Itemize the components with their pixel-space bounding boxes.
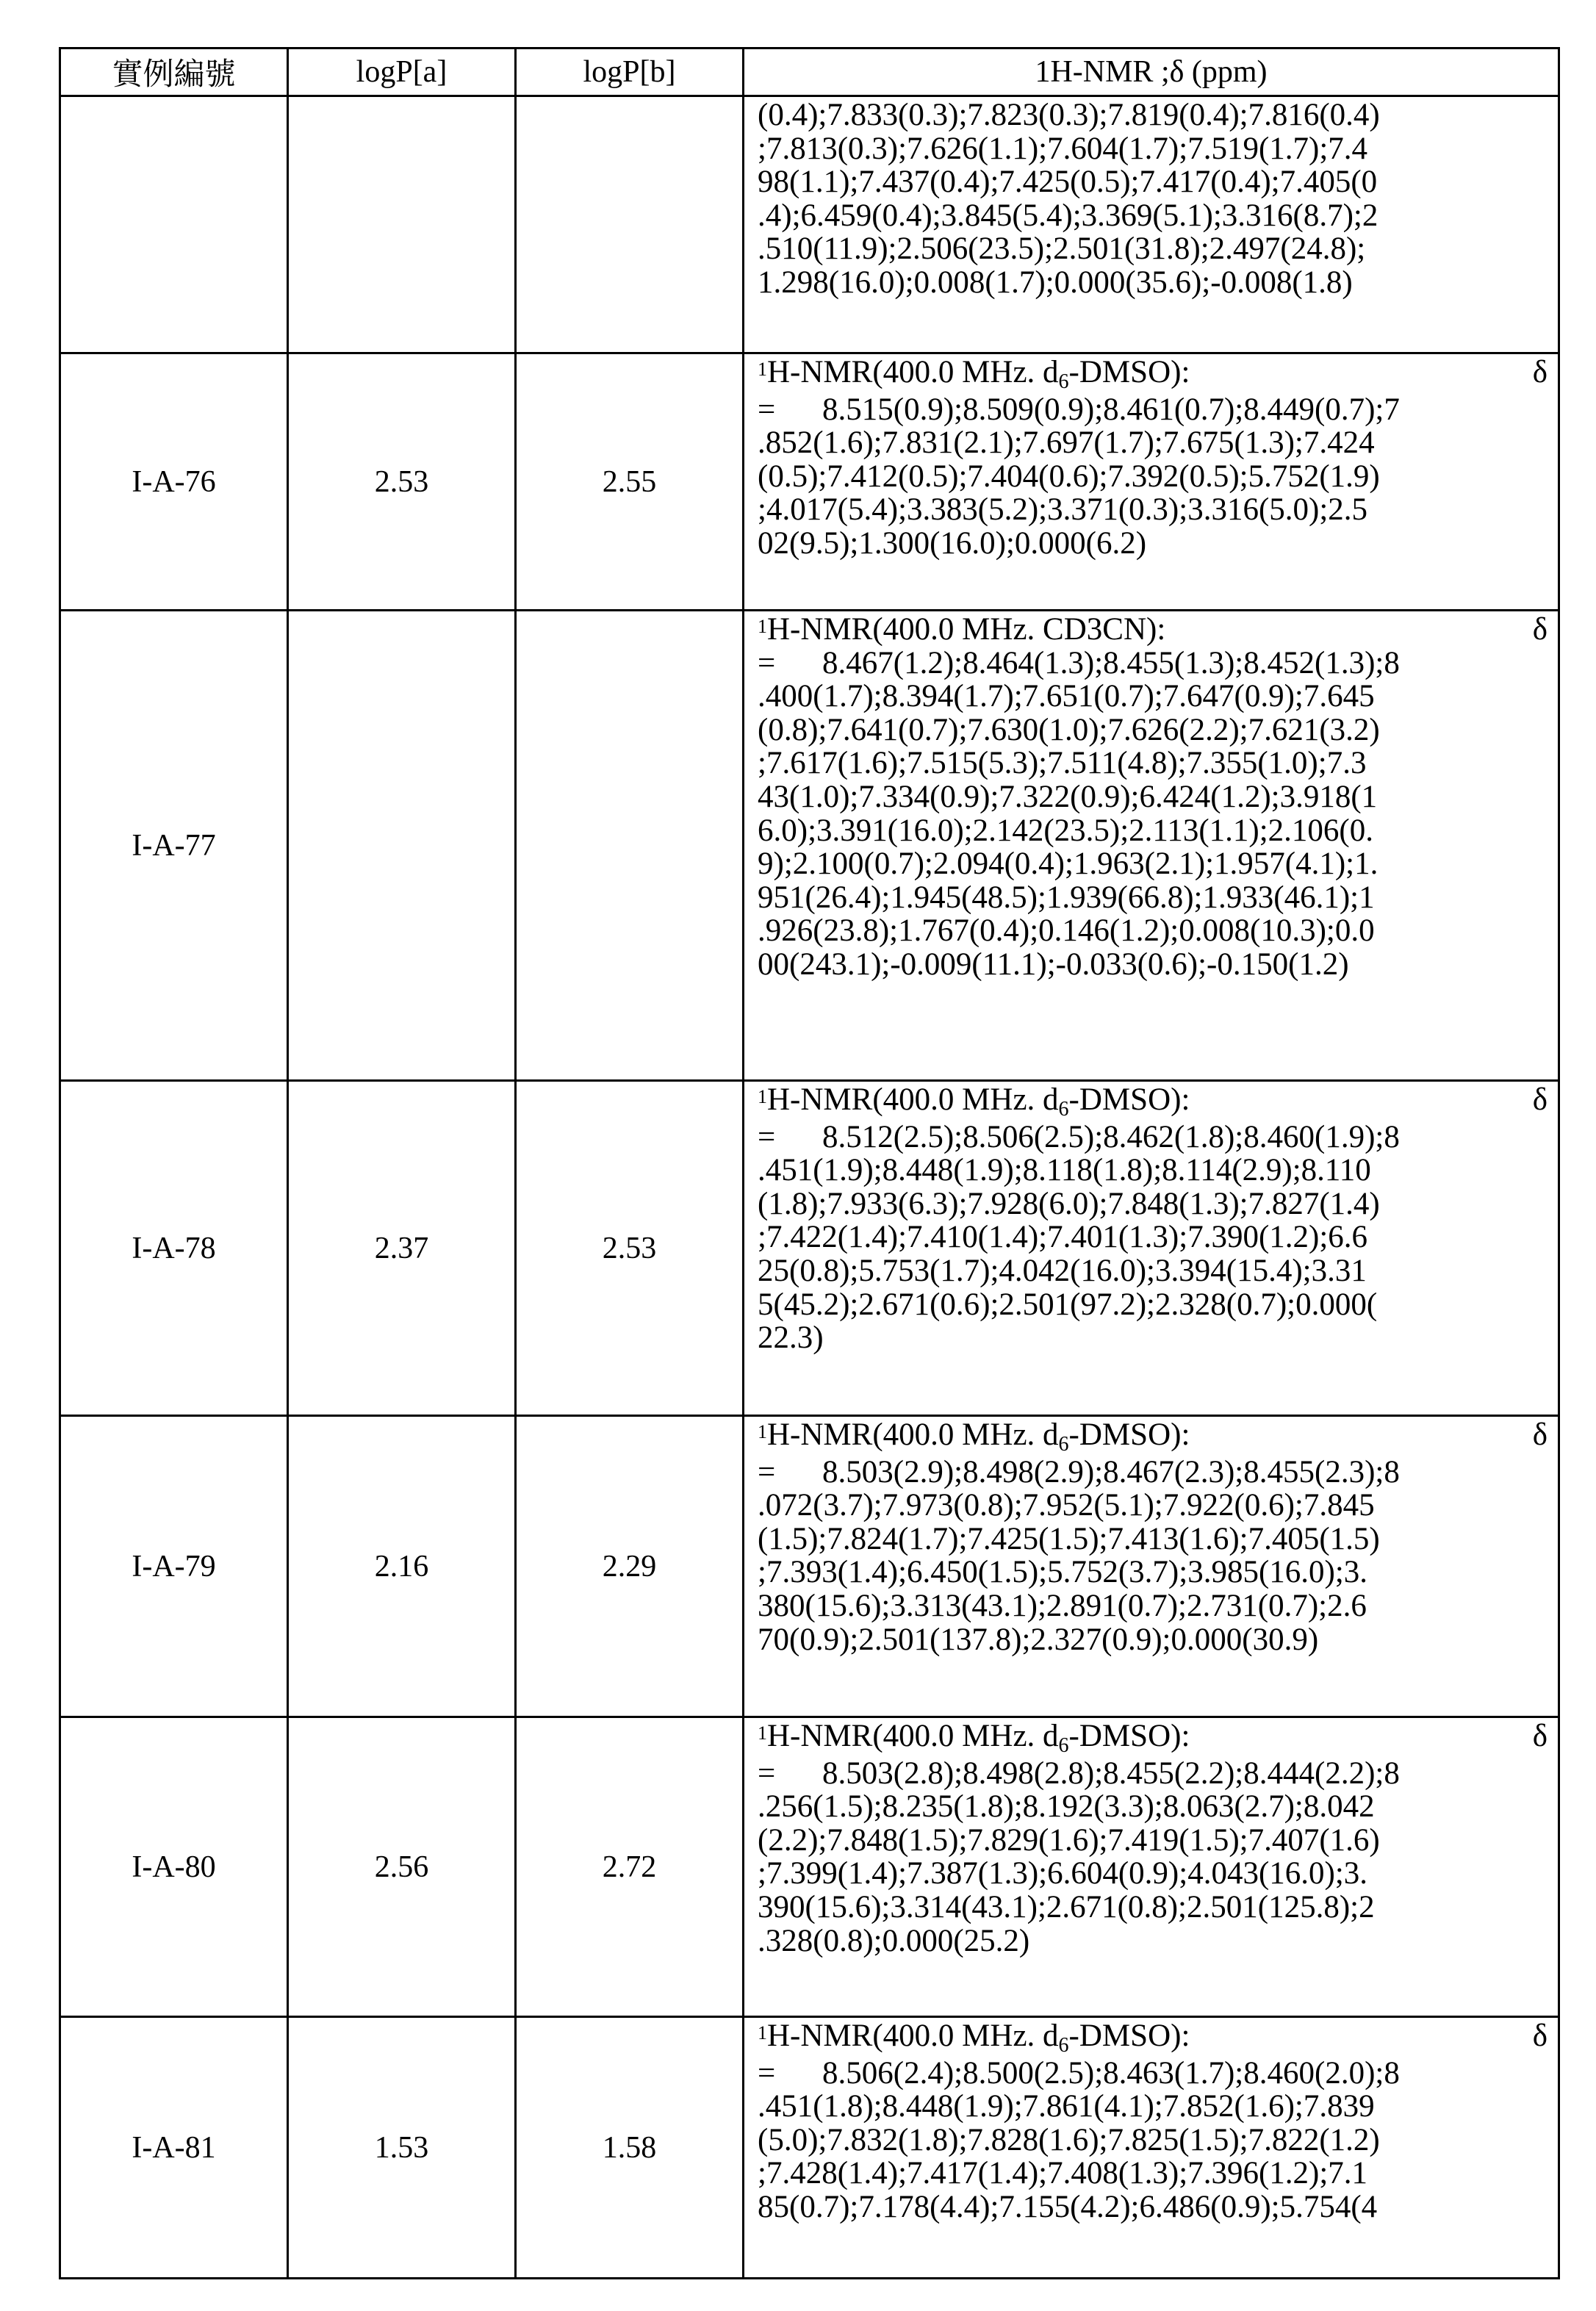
table-row <box>60 353 1559 611</box>
nmr-method <box>758 613 1165 647</box>
nmr-line: 85(0.7);7.178(4.4);7.155(4.2);6.486(0.9);5.754(4 <box>758 2190 1548 2224</box>
logp-b-cell: 2.55 <box>516 353 744 611</box>
nmr-method <box>758 1418 1190 1456</box>
nmr-line <box>758 2057 1548 2091</box>
nmr-line: 380(15.6);3.313(43.1);2.891(0.7);2.731(0.7);2.6 <box>758 1589 1548 1623</box>
nmr-line: 43(1.0);7.334(0.9);7.322(0.9);6.424(1.2);3.918(1 <box>758 780 1548 814</box>
nmr-solvent-text: -DMSO): <box>1069 1719 1190 1753</box>
nmr-method <box>758 1083 1190 1121</box>
nmr-line: .510(11.9);2.506(23.5);2.501(31.8);2.497(24.8); <box>758 232 1548 266</box>
nmr-header-line <box>758 1083 1548 1121</box>
table-header-row <box>60 48 1559 96</box>
nmr-solvent-text: -DMSO): <box>1069 1417 1190 1452</box>
logp-a-cell: 2.37 <box>288 1081 516 1416</box>
nmr-header-line <box>758 1418 1548 1456</box>
delta-symbol: δ <box>1533 1083 1548 1121</box>
nmr-peaks-text: 8.515(0.9);8.509(0.9);8.461(0.7);8.449(0.7);7 <box>822 392 1400 427</box>
example-id-cell: I-A-77 <box>60 611 288 1081</box>
nmr-superscript: 1 <box>758 359 767 380</box>
logp-b-cell <box>516 611 744 1081</box>
nmr-header-line <box>758 613 1548 647</box>
nmr-superscript: 1 <box>758 1421 767 1442</box>
example-id-cell: I-A-80 <box>60 1717 288 2017</box>
logp-b-cell: 2.53 <box>516 1081 744 1416</box>
logp-a-cell: 1.53 <box>288 2017 516 2279</box>
nmr-cell <box>744 611 1559 1081</box>
nmr-subscript: 6 <box>1059 1098 1069 1121</box>
nmr-cell <box>744 1416 1559 1717</box>
nmr-method-text: H-NMR(400.0 MHz. d <box>767 355 1059 389</box>
nmr-line: .451(1.8);8.448(1.9);7.861(4.1);7.852(1.6);7.839 <box>758 2090 1548 2124</box>
logp-a-cell: 2.56 <box>288 1717 516 2017</box>
equals-sign: = <box>758 647 822 680</box>
nmr-line: ;7.617(1.6);7.515(5.3);7.511(4.8);7.355(1.0);7.3 <box>758 747 1548 780</box>
nmr-line: .072(3.7);7.973(0.8);7.952(5.1);7.922(0.6);7.845 <box>758 1489 1548 1523</box>
column-header-logp-a: logP[a] <box>288 48 516 96</box>
logp-a-cell: 2.16 <box>288 1416 516 1717</box>
nmr-line: 70(0.9);2.501(137.8);2.327(0.9);0.000(30.9) <box>758 1623 1548 1657</box>
nmr-line <box>758 1757 1548 1791</box>
column-header-nmr: 1H-NMR ;δ (ppm) <box>744 48 1559 96</box>
nmr-method-text: H-NMR(400.0 MHz. d <box>767 1417 1059 1452</box>
nmr-line: .926(23.8);1.767(0.4);0.146(1.2);0.008(10.3);0.0 <box>758 914 1548 948</box>
nmr-method <box>758 1719 1190 1757</box>
nmr-method-text: H-NMR(400.0 MHz. CD3CN): <box>767 612 1165 647</box>
nmr-line: ;7.399(1.4);7.387(1.3);6.604(0.9);4.043(16.0);3. <box>758 1857 1548 1891</box>
nmr-header-line <box>758 356 1548 393</box>
table-row <box>60 2017 1559 2279</box>
logp-a-cell: 2.53 <box>288 353 516 611</box>
nmr-line: (0.5);7.412(0.5);7.404(0.6);7.392(0.5);5.752(1.9) <box>758 460 1548 494</box>
nmr-line <box>758 647 1548 680</box>
equals-sign: = <box>758 1757 822 1791</box>
nmr-line: 00(243.1);-0.009(11.1);-0.033(0.6);-0.150(1.2) <box>758 948 1548 982</box>
nmr-peaks-text: 8.512(2.5);8.506(2.5);8.462(1.8);8.460(1.9);8 <box>822 1120 1400 1154</box>
nmr-line: .400(1.7);8.394(1.7);7.651(0.7);7.647(0.9);7.645 <box>758 680 1548 714</box>
column-header-logp-b: logP[b] <box>516 48 744 96</box>
nmr-line: 1.298(16.0);0.008(1.7);0.000(35.6);-0.008(1.8) <box>758 266 1548 300</box>
nmr-line <box>758 1121 1548 1154</box>
nmr-line: ;7.422(1.4);7.410(1.4);7.401(1.3);7.390(1.2);6.6 <box>758 1221 1548 1254</box>
nmr-line: 98(1.1);7.437(0.4);7.425(0.5);7.417(0.4);7.405(0 <box>758 165 1548 199</box>
nmr-subscript: 6 <box>1059 1734 1069 1757</box>
nmr-line: 02(9.5);1.300(16.0);0.000(6.2) <box>758 527 1548 561</box>
nmr-solvent-text: -DMSO): <box>1069 355 1190 389</box>
logp-a-cell <box>288 96 516 353</box>
nmr-solvent-text: -DMSO): <box>1069 2019 1190 2053</box>
nmr-line: 25(0.8);5.753(1.7);4.042(16.0);3.394(15.4);3.31 <box>758 1254 1548 1288</box>
delta-symbol: δ <box>1533 2019 1548 2057</box>
table-row <box>60 611 1559 1081</box>
nmr-line: 22.3) <box>758 1321 1548 1355</box>
nmr-line: .4);6.459(0.4);3.845(5.4);3.369(5.1);3.316(8.7);2 <box>758 199 1548 233</box>
nmr-line <box>758 1456 1548 1489</box>
column-header-example-id: 實例編號 <box>60 48 288 96</box>
nmr-line: 390(15.6);3.314(43.1);2.671(0.8);2.501(125.8);2 <box>758 1891 1548 1924</box>
delta-symbol: δ <box>1533 356 1548 393</box>
logp-b-cell <box>516 96 744 353</box>
delta-symbol: δ <box>1533 1418 1548 1456</box>
nmr-method <box>758 356 1190 393</box>
example-id-cell: I-A-78 <box>60 1081 288 1416</box>
delta-symbol: δ <box>1533 1719 1548 1757</box>
equals-sign: = <box>758 1456 822 1489</box>
nmr-line: ;4.017(5.4);3.383(5.2);3.371(0.3);3.316(5.0);2.5 <box>758 493 1548 527</box>
nmr-peaks-text: 8.506(2.4);8.500(2.5);8.463(1.7);8.460(2.0);8 <box>822 2056 1400 2091</box>
nmr-cell <box>744 96 1559 353</box>
table-row <box>60 1717 1559 2017</box>
nmr-cell <box>744 1081 1559 1416</box>
equals-sign: = <box>758 2057 822 2091</box>
nmr-cell <box>744 353 1559 611</box>
logp-a-cell <box>288 611 516 1081</box>
equals-sign: = <box>758 393 822 427</box>
nmr-cell <box>744 2017 1559 2279</box>
example-id-cell: I-A-79 <box>60 1416 288 1717</box>
nmr-line: (0.4);7.833(0.3);7.823(0.3);7.819(0.4);7.816(0.4) <box>758 98 1548 132</box>
example-id-cell: I-A-81 <box>60 2017 288 2279</box>
nmr-line: .451(1.9);8.448(1.9);8.118(1.8);8.114(2.9);8.110 <box>758 1154 1548 1187</box>
nmr-line: (0.8);7.641(0.7);7.630(1.0);7.626(2.2);7.621(3.2) <box>758 714 1548 747</box>
example-id-cell: I-A-76 <box>60 353 288 611</box>
nmr-line: (5.0);7.832(1.8);7.828(1.6);7.825(1.5);7.822(1.2) <box>758 2124 1548 2157</box>
nmr-subscript: 6 <box>1059 370 1069 393</box>
nmr-subscript: 6 <box>1059 1433 1069 1456</box>
table-row <box>60 1416 1559 1717</box>
logp-b-cell: 2.29 <box>516 1416 744 1717</box>
nmr-line: 951(26.4);1.945(48.5);1.939(66.8);1.933(46.1);1 <box>758 881 1548 915</box>
nmr-line <box>758 393 1548 427</box>
nmr-line: 9);2.100(0.7);2.094(0.4);1.963(2.1);1.957(4.1);1. <box>758 847 1548 881</box>
nmr-header-line <box>758 2019 1548 2057</box>
nmr-line: ;7.813(0.3);7.626(1.1);7.604(1.7);7.519(1.7);7.4 <box>758 132 1548 166</box>
nmr-cell <box>744 1717 1559 2017</box>
table-row <box>60 1081 1559 1416</box>
equals-sign: = <box>758 1121 822 1154</box>
nmr-line: .328(0.8);0.000(25.2) <box>758 1924 1548 1958</box>
nmr-superscript: 1 <box>758 1086 767 1107</box>
nmr-line: (1.8);7.933(6.3);7.928(6.0);7.848(1.3);7.827(1.4) <box>758 1187 1548 1221</box>
nmr-peaks-text: 8.467(1.2);8.464(1.3);8.455(1.3);8.452(1.3);8 <box>822 646 1400 680</box>
nmr-superscript: 1 <box>758 1722 767 1744</box>
delta-symbol: δ <box>1533 613 1548 647</box>
nmr-line: ;7.393(1.4);6.450(1.5);5.752(3.7);3.985(16.0);3. <box>758 1556 1548 1589</box>
nmr-header-line <box>758 1719 1548 1757</box>
nmr-peaks-text: 8.503(2.9);8.498(2.9);8.467(2.3);8.455(2.3);8 <box>822 1455 1400 1489</box>
nmr-method-text: H-NMR(400.0 MHz. d <box>767 1082 1059 1117</box>
nmr-line: .852(1.6);7.831(2.1);7.697(1.7);7.675(1.3);7.424 <box>758 426 1548 460</box>
nmr-data-table <box>59 47 1560 2279</box>
nmr-peaks-text: 8.503(2.8);8.498(2.8);8.455(2.2);8.444(2.2);8 <box>822 1756 1400 1791</box>
nmr-solvent-text: -DMSO): <box>1069 1082 1190 1117</box>
nmr-subscript: 6 <box>1059 2034 1069 2057</box>
nmr-line: 6.0);3.391(16.0);2.142(23.5);2.113(1.1);2.106(0. <box>758 814 1548 848</box>
example-id-cell <box>60 96 288 353</box>
nmr-line: 5(45.2);2.671(0.6);2.501(97.2);2.328(0.7);0.000( <box>758 1288 1548 1322</box>
nmr-line: (1.5);7.824(1.7);7.425(1.5);7.413(1.6);7.405(1.5) <box>758 1523 1548 1556</box>
nmr-line: (2.2);7.848(1.5);7.829(1.6);7.419(1.5);7.407(1.6) <box>758 1824 1548 1858</box>
nmr-superscript: 1 <box>758 616 767 637</box>
nmr-method <box>758 2019 1190 2057</box>
nmr-method-text: H-NMR(400.0 MHz. d <box>767 2019 1059 2053</box>
nmr-line: ;7.428(1.4);7.417(1.4);7.408(1.3);7.396(1.2);7.1 <box>758 2157 1548 2190</box>
table-row <box>60 96 1559 353</box>
nmr-method-text: H-NMR(400.0 MHz. d <box>767 1719 1059 1753</box>
nmr-superscript: 1 <box>758 2022 767 2044</box>
nmr-line: .256(1.5);8.235(1.8);8.192(3.3);8.063(2.7);8.042 <box>758 1790 1548 1824</box>
logp-b-cell: 2.72 <box>516 1717 744 2017</box>
logp-b-cell: 1.58 <box>516 2017 744 2279</box>
